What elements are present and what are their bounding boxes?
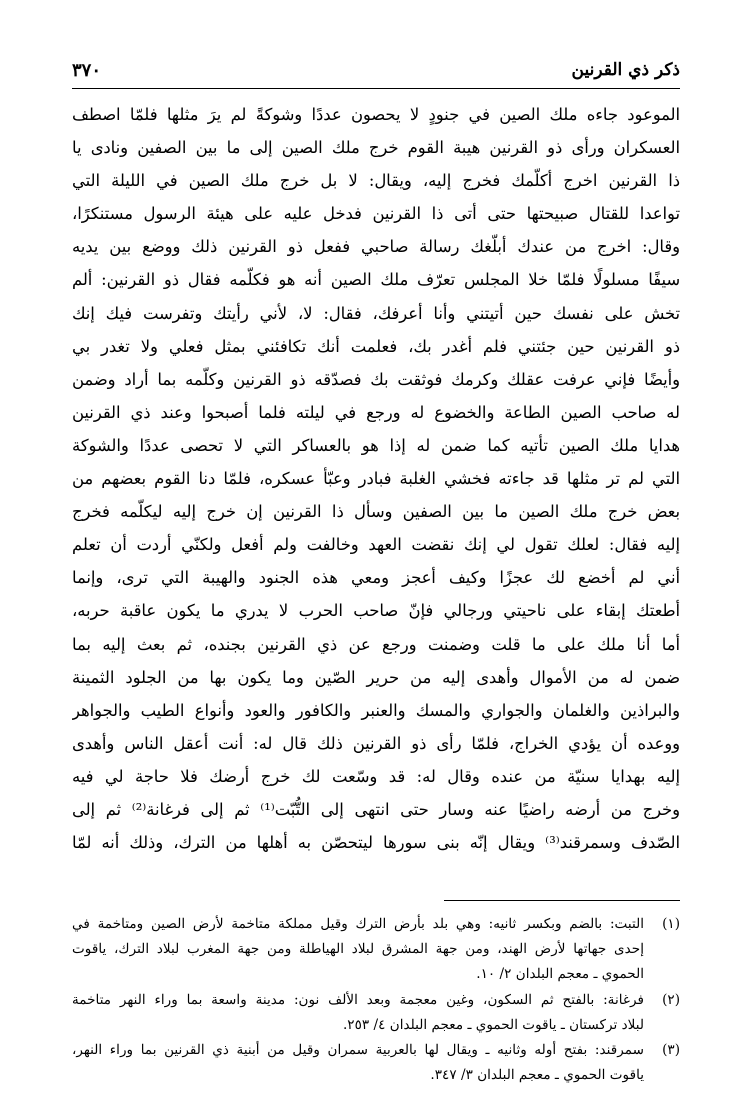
footnote-line: التبت: بالضم وبكسر ثانيه: وهي بلد بأرض الترك وقيل مملكة متاخمة لأرض الصين ومتاخمة في bbox=[72, 916, 644, 932]
footnote-line: ياقوت الحموي ـ معجم البلدان ٣/ ٣٤٧. bbox=[430, 1067, 644, 1084]
footnote-2 bbox=[72, 988, 680, 1038]
text-line: وقال: اخرج من عندك أبلّغك رسالة صاحبي ففعل ذو القرنين ذلك ووضع بين يديه bbox=[72, 237, 680, 257]
text-line: إليه فقال: لعلك تقول لي إنك نقضت العهد وخالفت ولم أفعل ولكنّي أردت أن تعلم bbox=[72, 535, 680, 555]
text-line: الموعود جاءه ملك الصين في جنودٍ لا يحصون عددًا وشوكةً لم يرَ مثلها فلمّا اصطف bbox=[72, 105, 680, 124]
footnote-number: (١) bbox=[662, 916, 680, 932]
footnotes bbox=[72, 912, 680, 1088]
text-line: ضمن له من الأموال وأهدى إليه من حرير الصّين وما يكون بها من الجلود الثمينة bbox=[72, 667, 680, 687]
footnote-number: (٣) bbox=[662, 1041, 680, 1058]
text-line: تواعدا للقتال صبيحتها حتى أتى ذا القرنين فدخل عليه على هيئة الرسول مستنكرًا، bbox=[72, 204, 680, 224]
text-line: أطعتك إبقاء على ناحيتي ورجالي فإنّ صاحب الحرب لا يدري ما يكون عاقبة حربه، bbox=[72, 601, 680, 621]
text-line: وخرج من أرضه راضيًا عنه وسار حتى انتهى إلى التُّبّت⁽¹⁾ ثم إلى فرغانة⁽²⁾ ثم إلى bbox=[72, 799, 680, 819]
text-line: تخش على نفسك حين أتيتني وأنا أعرفك، فقال: لا، لأني رأيتك وتفرست فيك إنك bbox=[72, 303, 680, 323]
text-line: هدايا ملك الصين تأتيه كما ضمن له إذا هو بالعساكر التي لا تحصى عددًا والشوكة bbox=[72, 435, 680, 455]
text-line: ووعده أن يؤدي الخراج، فلمّا رأى ذو القرنين ذلك قال له: أنت أعقل الناس وأهدى bbox=[72, 733, 680, 753]
text-line: سيفًا مسلولًا فلمّا خلا المجلس تعرّف ملك الصين أنه هو فكلّمه فقال ذو القرنين: ألم bbox=[72, 270, 680, 290]
page-header bbox=[72, 54, 680, 89]
page-number: ٣٧٠ bbox=[72, 60, 102, 81]
text-line: له صاحب الصين الطاعة والخضوع له ورجع في ليلته فلما أصبحوا وعند ذي القرنين bbox=[72, 402, 680, 422]
text-line: ذا القرنين اخرج أكلّمك فخرج إليه، ويقال: لا بل خرج ملك الصين في الليلة التي bbox=[72, 171, 680, 191]
text-line: بعض خرج ملك الصين ما بين الصفين وسأل ذا القرنين إن خرج إليه ليكلّمه فخرج bbox=[72, 502, 680, 522]
text-line: العسكران ورأى ذو القرنين هيبة القوم خرج ملك الصين إلى ما بين الصفين ونادى يا bbox=[72, 138, 680, 158]
footnote-line: الحموي ـ معجم البلدان ٢/ ١٠. bbox=[476, 966, 644, 983]
text-line: الصّدف وسمرقند⁽³⁾ ويقال إنّه بنى سورها ليتحصّن به أهلها من الترك، وذلك أنه لمّا bbox=[72, 833, 680, 853]
footnote-line: إحدى جهاتها لأرض الهند، ومن جهة المشرق لبلاد الهياطلة ومن جهة المغرب لبلاد الترك، ياقوت bbox=[72, 941, 644, 958]
text-line: أني لم أخضع لك عجزًا وكيف أعجز ومعي هذه الجنود والهيبة التي ترى، وإنما bbox=[72, 568, 680, 588]
footnote-line: سمرقند: بفتح أوله وثانيه ـ ويقال لها بالعربية سمران وقيل من أبنية ذي القرنين بما وراء النهر، bbox=[72, 1041, 644, 1058]
text-line: ذو القرنين حين جئتني فلم أغدر بك، فعلمت أنك تكافئني بمثل فعلي ولا تغدر بي bbox=[72, 336, 680, 356]
footnote-separator bbox=[444, 900, 680, 901]
footnote-line: فرغانة: بالفتح ثم السكون، وغين معجمة وبعد الألف نون: مدينة واسعة بما وراء النهر متاخمة bbox=[72, 991, 644, 1008]
text-line: إليه بهدايا سنيّة من عنده وقال له: قد وسّعت لك خرج أرضك فلا حاجة لي فيه bbox=[72, 766, 680, 786]
footnote-1 bbox=[72, 912, 680, 988]
text-line: التي لم تر مثلها قد جاءته فخشي الغلبة فبادر وعبّأ عسكره، فلمّا دنا القوم بعضهم من bbox=[72, 469, 680, 489]
text-line: والبراذين والغلمان والجواري والمسك والعنبر والكافور والعود وأنواع الطيب والجواهر bbox=[72, 700, 680, 720]
text-line: وأيضًا فإني عرفت عقلك وكرمك فوثقت بك فصدّقه ذو القرنين وكلّمه بما أراد وضمن bbox=[72, 369, 680, 389]
text-line: أما أنا ملك على ما قلت وضمنت ورجع عن ذي القرنين بجنده، ثم بعث إليه بما bbox=[72, 634, 680, 654]
main-text bbox=[72, 98, 680, 859]
footnote-line: لبلاد تركستان ـ ياقوت الحموي ـ معجم البلدان ٤/ ٢٥٣. bbox=[342, 1016, 644, 1033]
footnote-3 bbox=[72, 1038, 680, 1088]
footnote-number: (٢) bbox=[662, 991, 680, 1008]
running-title: ذكر ذي القرنين bbox=[571, 60, 680, 80]
